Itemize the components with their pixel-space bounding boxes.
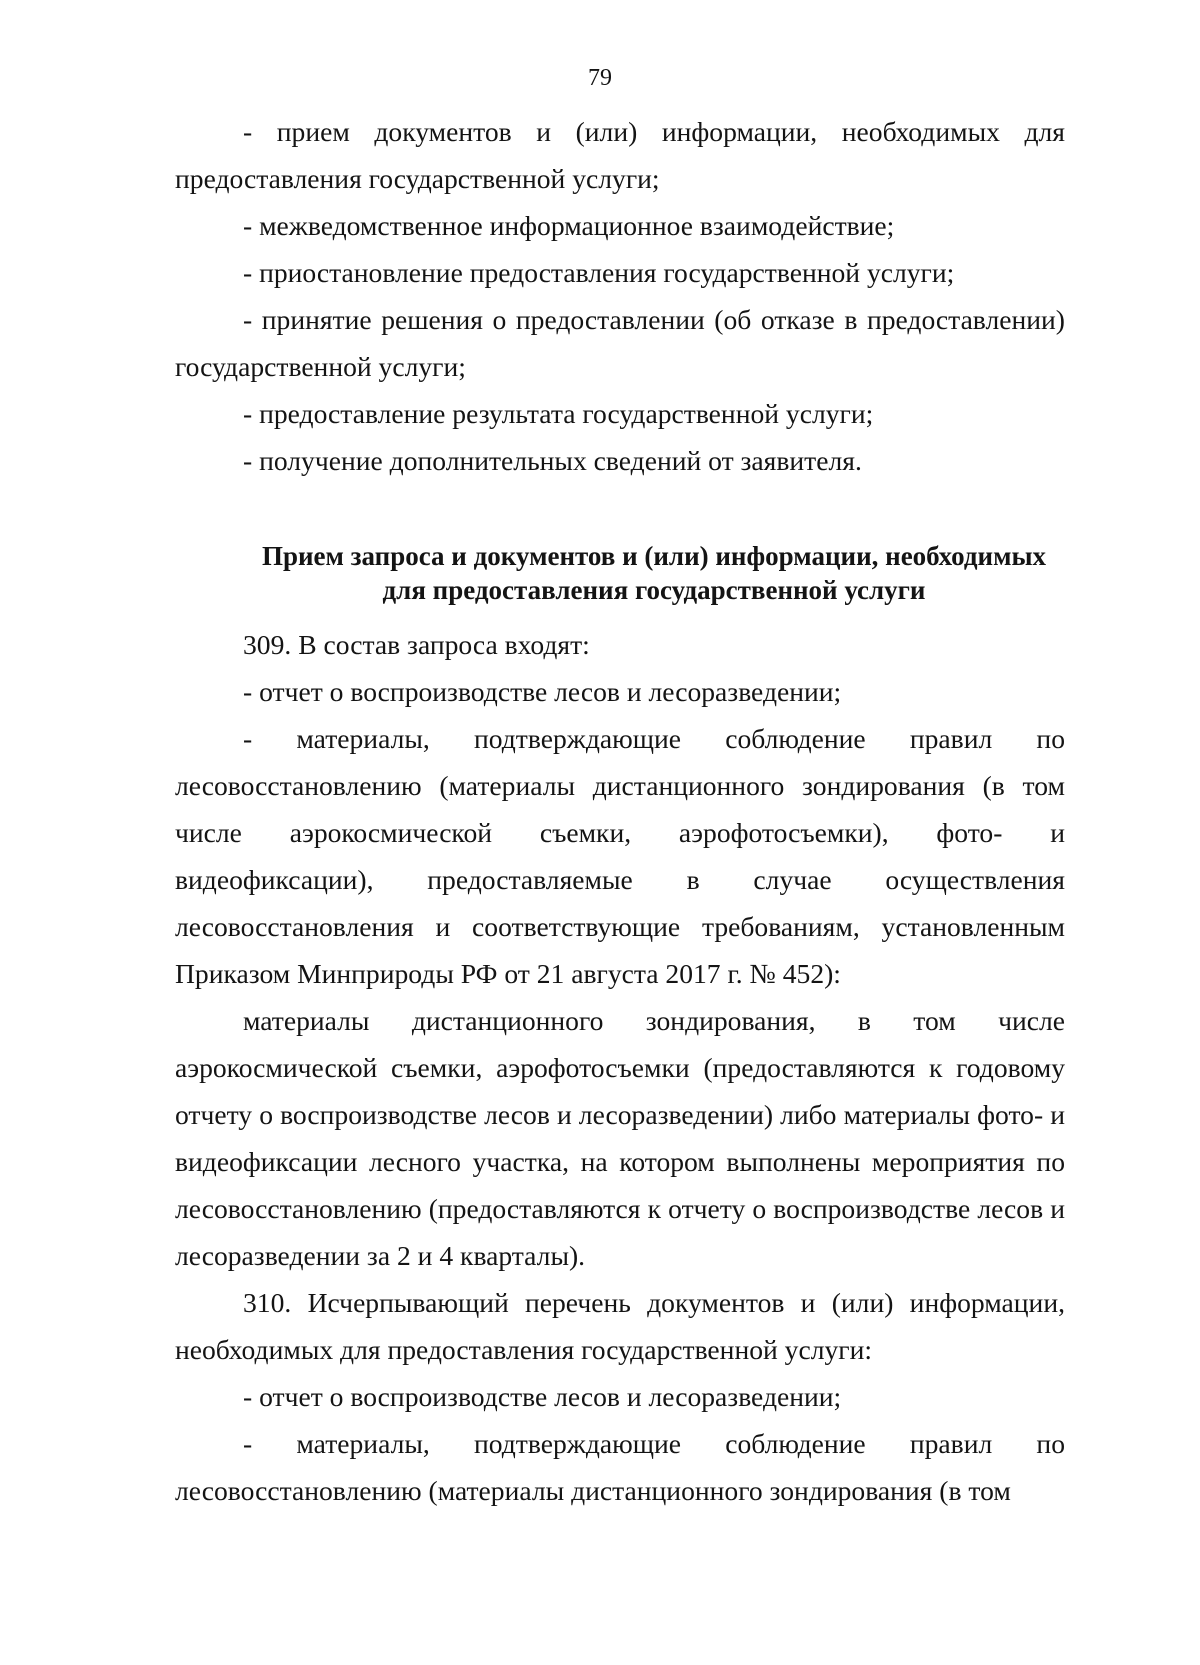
section-heading-line-2: для предоставления государственной услуги — [382, 575, 926, 605]
paragraph-310-title: 310. Исчерпывающий перечень документов и (или) информации, необходимых для предоставления государственной услуги: — [175, 1287, 1065, 1365]
intro-item-4: - принятие решения о предоставлении (об отказе в предоставлении) государственной услуги; — [175, 304, 1065, 382]
page-number: 79 — [588, 65, 612, 91]
paragraph-309-title: 309. В состав запроса входят: — [243, 629, 590, 660]
paragraph-310-item-2: - материалы, подтверждающие соблюдение правил по лесовосстановлению (материалы дистанционного зондирования (в том — [175, 1428, 1065, 1506]
intro-item-1: - прием документов и (или) информации, необходимых для предоставления государственной услуги; — [175, 116, 1065, 194]
intro-item-3: - приостановление предоставления государственной услуги; — [243, 257, 955, 288]
paragraph-310-item-1: - отчет о воспроизводстве лесов и лесоразведении; — [243, 1381, 842, 1412]
section-heading — [175, 539, 1065, 607]
paragraph-309-item-2: - материалы, подтверждающие соблюдение правил по лесовосстановлению (материалы дистанционного зондирования (в том числе аэрокосмической съемки, аэрофотосъемки), фото- и видеофиксации), предоставляемые в случае осуществления лесовосстановления и соответствующие требованиям, установленным Приказом Минприроды РФ от 21 августа 2017 г. № 452): — [175, 723, 1065, 989]
intro-item-6: - получение дополнительных сведений от заявителя. — [243, 445, 862, 476]
paragraph-309-item-3: материалы дистанционного зондирования, в том числе аэрокосмической съемки, аэрофотосъемки (предоставляются к годовому отчету о воспроизводстве лесов и лесоразведении) либо материалы фото- и видеофиксации лесного участка, на котором выполнены мероприятия по лесовосстановлению (предоставляются к отчету о воспроизводстве лесов и лесоразведении за 2 и 4 кварталы). — [175, 1005, 1065, 1271]
section-heading-line-1: Прием запроса и документов и (или) информации, необходимых — [261, 541, 1047, 571]
document-body — [175, 108, 1065, 1514]
intro-item-2: - межведомственное информационное взаимодействие; — [243, 210, 895, 241]
paragraph-309-item-1: - отчет о воспроизводстве лесов и лесоразведении; — [243, 676, 842, 707]
intro-item-5: - предоставление результата государственной услуги; — [243, 398, 874, 429]
